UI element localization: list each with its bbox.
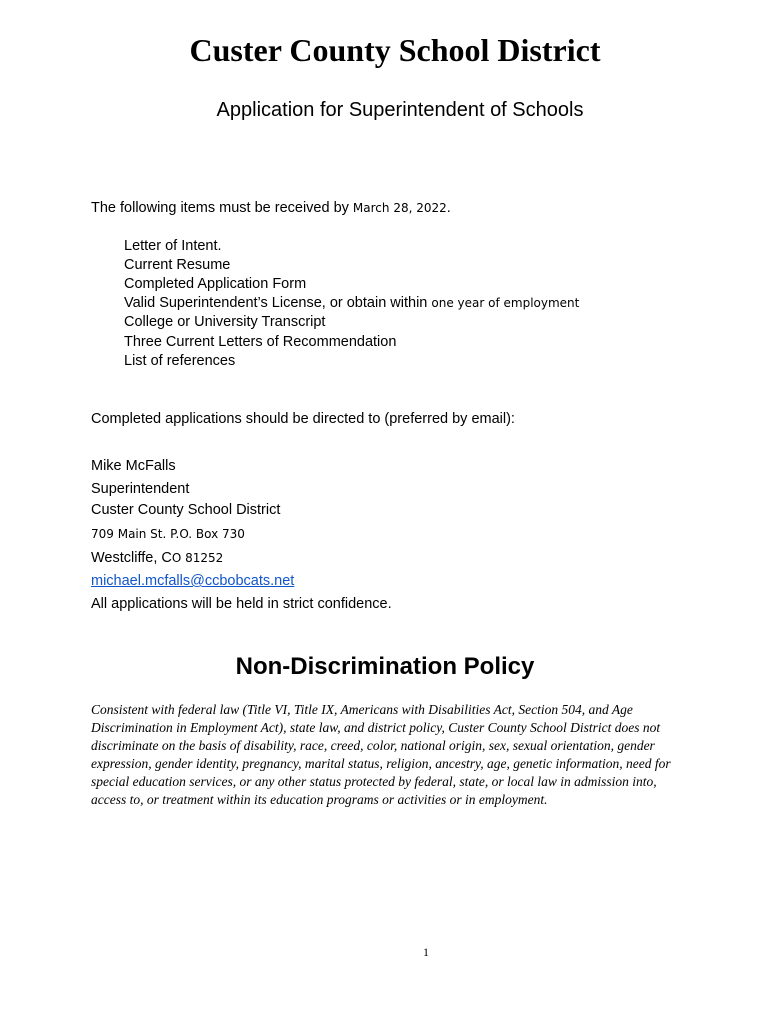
requirement-item: Three Current Letters of Recommendation [124,334,397,350]
contact-email-link[interactable]: michael.mcfalls@ccbobcats.net [91,573,295,589]
requirement-item [124,294,579,312]
contact-city: Westcliffe, C [91,550,172,566]
contact-city-line [91,549,223,567]
policy-line: discriminate on the basis of disability, race, creed, color, national origin, sex, sexual orientation, gender [91,738,655,753]
policy-line: Consistent with federal law (Title VI, Title IX, Americans with Disabilities Act, Section 504, and Age [91,702,633,717]
policy-paragraph [91,701,751,809]
contact-organization: Custer County School District [91,502,281,518]
requirement-license-text: Valid Superintendent’s License, or obtain within [124,295,428,311]
requirement-item: Letter of Intent. [124,238,222,254]
deadline-period: . [446,200,451,216]
policy-line: Discrimination in Employment Act), state law, and district policy, Custer County School District does not [91,720,661,735]
page-number: 1 [423,945,429,959]
requirement-item: Current Resume [124,257,231,273]
contact-name: Mike McFalls [91,458,176,474]
requirement-item: Completed Application Form [124,276,307,292]
submission-instructions: Completed applications should be directed to (preferred by email): [91,411,515,427]
contact-title: Superintendent [91,481,190,497]
policy-heading: Non-Discrimination Policy [235,653,535,680]
deadline-date: March 28, 2022 [352,201,447,215]
document-title: Custer County School District [189,32,601,68]
contact-street-address: 709 Main St. P.O. Box 730 [91,527,245,541]
requirement-item: List of references [124,353,236,369]
policy-line: access to, or treatment within its education programs or activities or in employment. [91,792,548,807]
deadline-sentence [91,199,451,217]
contact-state-zip: O 81252 [171,551,224,565]
policy-line: special education services, or any other status protected by federal, state, or local law in admission into, [91,774,657,789]
document-subtitle: Application for Superintendent of Schools [216,99,584,121]
confidentiality-note: All applications will be held in strict confidence. [91,596,392,612]
policy-line: expression, gender identity, pregnancy, marital status, religion, ancestry, age, genetic information, need for [91,756,671,771]
requirement-item: College or University Transcript [124,314,326,330]
requirement-license-suffix: one year of employment [431,296,580,310]
deadline-text: The following items must be received by [91,200,353,216]
